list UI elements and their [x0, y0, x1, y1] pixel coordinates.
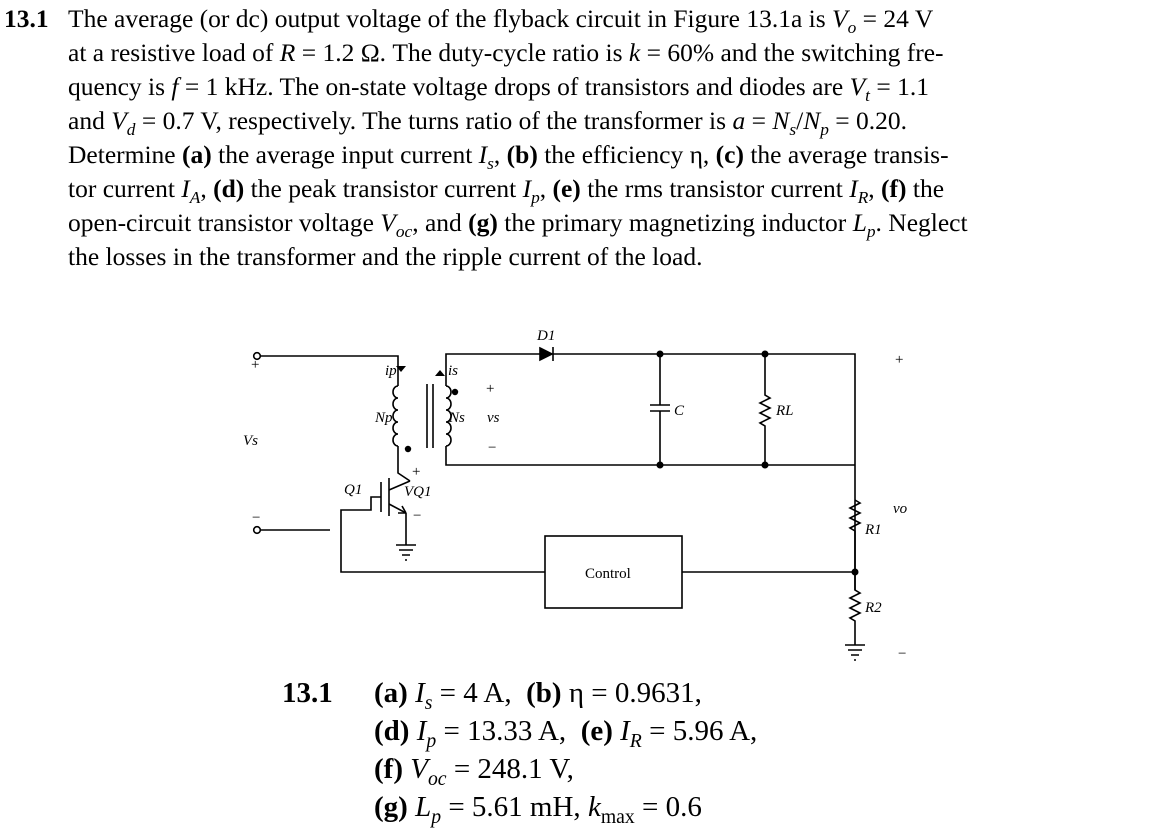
input-minus-label: − — [252, 510, 261, 526]
vq1-plus-label: + — [412, 464, 421, 480]
resistor-rl — [760, 354, 770, 465]
answer-line-3: (f) $V_{oc} = 248.1$ V, — [374, 753, 574, 790]
input-plus-label: + — [251, 357, 260, 373]
answer-number: 13.1 — [282, 677, 333, 709]
vs-secondary-label: vs — [487, 410, 500, 426]
flyback-circuit-figure — [225, 318, 925, 668]
ground-symbol-q1 — [396, 545, 416, 560]
junction-dot — [657, 462, 664, 469]
c-label: C — [674, 403, 685, 419]
d1-label: D1 — [537, 328, 556, 344]
diode-d1 — [540, 348, 552, 360]
vo-plus-label: + — [895, 352, 904, 368]
junction-dot — [762, 351, 769, 358]
capacitor-c — [650, 354, 670, 465]
vq1-label: VQ1 — [404, 484, 432, 500]
r2-label: R2 — [865, 600, 882, 616]
ground-symbol-r2 — [845, 645, 865, 660]
control-label: Control — [585, 566, 631, 582]
r1-label: R1 — [865, 522, 882, 538]
problem-line-4: and $V_d = 0.7$ V, respectively. The turns ratio of the transformer is $a = N_s/N_p = 0.20$. — [68, 106, 908, 140]
answer-line-1: 13.1 (a) $I_s = 4$ A, (b) η = 0.9631, — [282, 674, 757, 712]
vs-source-label: Vs — [243, 433, 258, 449]
problem-line-2: at a resistive load of R = 1.2 Ω. The duty-cycle ratio is k = 60% and the switching fre- — [68, 38, 944, 67]
answer-line-4: (g) $L_p = 5.61$ mH, $k_{max} = 0.6$ — [374, 791, 702, 828]
answer-block — [282, 674, 757, 826]
problem-line-3: quency is f = 1 kHz. The on-state voltage drops of transistors and diodes are $V_t = 1.1$ — [68, 72, 930, 106]
wire-secondary-return — [446, 446, 855, 465]
np-label: Np — [375, 410, 393, 426]
vo-label: vo — [893, 501, 908, 517]
wire-input-top — [260, 356, 398, 386]
problem-line-8: the losses in the transformer and the ripple current of the load. — [68, 242, 703, 271]
primary-polarity-dot — [405, 446, 411, 452]
answer-line-2: (d) $I_p = 13.33$ A, (e) $I_R = 5.96$ A, — [374, 715, 758, 752]
problem-line-6: tor current $I_A$, (d) the peak transistor current $I_p$, (e) the rms transistor current $I_R$, (f) the — [68, 174, 945, 208]
is-arrow-icon — [435, 370, 445, 376]
resistor-r1 — [850, 500, 860, 572]
input-terminal-minus — [254, 527, 261, 534]
problem-line-1: 13.1 The average (or dc) output voltage of the flyback circuit in Figure 13.1a is $V_o = 24$ V — [4, 4, 934, 38]
vs-minus-label: − — [488, 440, 497, 456]
problem-number: 13.1 — [4, 4, 49, 33]
junction-dot — [762, 462, 769, 469]
problem-statement — [4, 2, 1144, 274]
ip-label: ip — [385, 363, 397, 379]
ns-label: Ns — [449, 410, 465, 426]
is-label: is — [448, 363, 459, 379]
problem-line-7: open-circuit transistor voltage $V_{oc}$, and (g) the primary magnetizing inductor $L_p$. Neglect — [68, 208, 968, 242]
resistor-r2 — [850, 572, 860, 645]
junction-dot — [657, 351, 664, 358]
vo-minus-label: − — [898, 646, 907, 662]
secondary-polarity-dot — [452, 389, 458, 395]
vq1-minus-label: − — [413, 508, 422, 524]
problem-line-5: Determine (a) the average input current $I_s$, (b) the efficiency η, (c) the average transis- — [68, 140, 949, 174]
wire-gate-drive — [341, 497, 545, 572]
q1-label: Q1 — [344, 482, 363, 498]
primary-winding — [393, 386, 398, 446]
wire-output-top — [553, 354, 855, 590]
junction-dot — [852, 569, 859, 576]
rl-label: RL — [776, 403, 794, 419]
vs-plus-label: + — [486, 381, 495, 397]
